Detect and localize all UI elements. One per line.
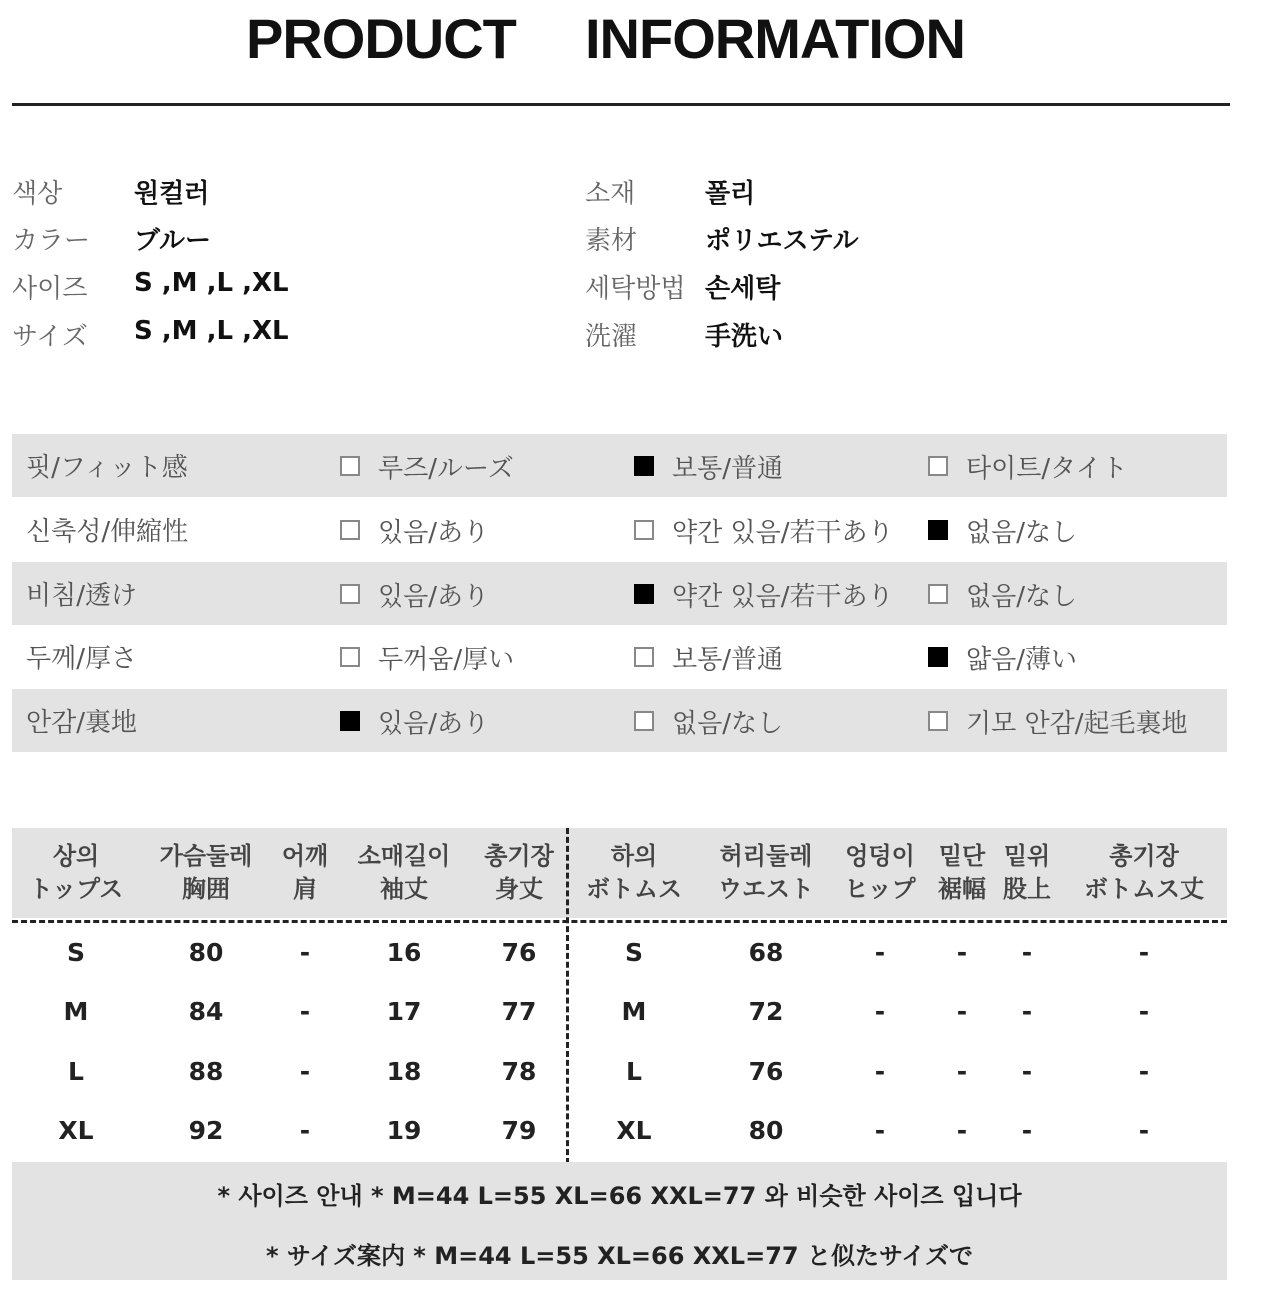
header-divider: [12, 920, 1227, 923]
table-cell: 18: [386, 1057, 422, 1086]
table-cell: -: [299, 997, 311, 1026]
feature-option-label: 없음/なし: [966, 582, 1077, 612]
info-value: 手洗い: [705, 322, 784, 352]
size-guide-ja: * サイズ案内 * M=44 L=55 XL=66 XXL=77 と似たサイズで: [265, 1242, 974, 1270]
unchecked-box-icon[interactable]: [340, 520, 360, 540]
table-cell: -: [956, 938, 968, 967]
column-header-line: 身丈: [495, 875, 543, 903]
feature-option-label: 약간 있음/若干あり: [672, 582, 894, 612]
unchecked-box-icon[interactable]: [928, 456, 948, 476]
table-cell: -: [956, 997, 968, 1026]
info-row: [12, 220, 1227, 260]
unchecked-box-icon[interactable]: [340, 584, 360, 604]
column-header-line: 股上: [1003, 875, 1051, 903]
info-value: 원컬러: [134, 179, 210, 209]
feature-row: [12, 562, 1227, 625]
column-header: [992, 840, 1062, 906]
unchecked-box-icon[interactable]: [928, 711, 948, 731]
table-cell: 17: [386, 997, 422, 1026]
feature-option-label: 보통/普通: [672, 645, 783, 675]
column-header-line: 밑위: [1003, 842, 1051, 870]
info-label: 素材: [585, 226, 638, 256]
table-cell: 68: [748, 938, 784, 967]
title-word-product: PRODUCT: [246, 7, 516, 70]
unchecked-box-icon[interactable]: [340, 647, 360, 667]
column-header: [464, 840, 574, 906]
table-cell: 84: [188, 997, 224, 1026]
feature-option-label: 보통/普通: [672, 454, 783, 484]
column-header: [706, 840, 826, 906]
column-header-line: 어깨: [281, 842, 329, 870]
info-value: 손세탁: [705, 274, 781, 304]
table-cell: -: [874, 1116, 886, 1145]
feature-option-label: 약간 있음/若干あり: [672, 518, 894, 548]
column-header-line: 肩: [293, 875, 317, 903]
table-cell: 76: [501, 938, 537, 967]
title-divider: [12, 103, 1230, 106]
unchecked-box-icon[interactable]: [928, 584, 948, 604]
table-cell: 80: [188, 938, 224, 967]
table-cell: -: [874, 938, 886, 967]
table-cell: XL: [616, 1116, 652, 1145]
unchecked-box-icon[interactable]: [634, 520, 654, 540]
table-cell: -: [1138, 997, 1150, 1026]
info-value: ブルー: [134, 226, 211, 256]
column-header: [146, 840, 266, 906]
column-header-line: 胸囲: [182, 875, 230, 903]
table-cell: 16: [386, 938, 422, 967]
column-header: [1074, 840, 1214, 906]
table-cell: 80: [748, 1116, 784, 1145]
info-label: 세탁방법: [585, 274, 686, 304]
table-cell: L: [626, 1057, 642, 1086]
table-cell: S: [66, 938, 85, 967]
table-cell: -: [1138, 1116, 1150, 1145]
table-cell: -: [299, 938, 311, 967]
feature-row: [12, 498, 1227, 561]
column-header-line: 총기장: [1109, 842, 1179, 870]
column-header-line: 소매길이: [357, 842, 451, 870]
info-label: 색상: [12, 179, 63, 209]
unchecked-box-icon[interactable]: [634, 711, 654, 731]
info-value: 폴리: [705, 179, 756, 209]
column-header-line: 총기장: [484, 842, 554, 870]
column-header-line: 엉덩이: [845, 842, 915, 870]
info-row: [12, 268, 1227, 308]
info-label: 사이즈: [12, 274, 88, 304]
column-header: [344, 840, 464, 906]
column-header-line: 상의: [52, 842, 100, 870]
column-header-line: ボトムス: [586, 875, 682, 903]
column-header-line: ボトムス丈: [1084, 875, 1204, 903]
info-value: S ,M ,L ,XL: [134, 316, 289, 346]
title-word-information: INFORMATION: [585, 7, 965, 70]
size-table: [12, 828, 1227, 1280]
feature-option-label: 두꺼움/厚い: [378, 645, 515, 675]
feature-option-label: 없음/なし: [672, 709, 783, 739]
feature-label: 신축성/伸縮性: [26, 517, 189, 547]
info-label: サイズ: [12, 322, 88, 352]
checked-box-icon[interactable]: [634, 456, 654, 476]
page-title: [0, 6, 1240, 76]
table-cell: L: [68, 1057, 84, 1086]
column-header-line: 裾幅: [938, 875, 986, 903]
info-row: [12, 316, 1227, 356]
column-header: [11, 840, 141, 906]
info-row: [12, 173, 1227, 213]
table-cell: 19: [386, 1116, 422, 1145]
feature-option-label: 있음/あり: [378, 582, 489, 612]
column-header-line: 袖丈: [380, 875, 428, 903]
feature-label: 비침/透け: [26, 581, 137, 611]
checked-box-icon[interactable]: [928, 520, 948, 540]
column-header-line: 가슴둘레: [159, 842, 253, 870]
table-cell: 72: [748, 997, 784, 1026]
feature-option-label: 있음/あり: [378, 518, 489, 548]
table-cell: XL: [58, 1116, 94, 1145]
table-cell: 88: [188, 1057, 224, 1086]
table-cell: 78: [501, 1057, 537, 1086]
feature-row: [12, 434, 1227, 497]
feature-option-label: 얇음/薄い: [966, 645, 1077, 675]
table-cell: -: [956, 1116, 968, 1145]
checked-box-icon[interactable]: [928, 647, 948, 667]
table-cell: -: [874, 1057, 886, 1086]
info-label: カラー: [12, 226, 91, 256]
checked-box-icon[interactable]: [340, 711, 360, 731]
table-cell: 76: [748, 1057, 784, 1086]
feature-option-label: 기모 안감/起毛裏地: [966, 709, 1188, 739]
info-value: S ,M ,L ,XL: [134, 268, 289, 298]
table-cell: -: [299, 1116, 311, 1145]
column-header: [835, 840, 925, 906]
unchecked-box-icon[interactable]: [340, 456, 360, 476]
column-header: [270, 840, 340, 906]
tops-bottoms-divider: [566, 828, 569, 1164]
column-header-line: ヒップ: [844, 875, 916, 903]
table-cell: M: [621, 997, 647, 1026]
feature-label: 안감/裏地: [26, 708, 137, 738]
column-header-line: ウエスト: [718, 875, 814, 903]
table-cell: -: [956, 1057, 968, 1086]
table-cell: 92: [188, 1116, 224, 1145]
feature-option-label: 타이트/タイト: [966, 454, 1128, 484]
table-cell: -: [299, 1057, 311, 1086]
table-cell: -: [1138, 1057, 1150, 1086]
table-cell: -: [1021, 1057, 1033, 1086]
table-cell: -: [1021, 1116, 1033, 1145]
info-label: 소재: [585, 179, 636, 209]
info-label: 洗濯: [585, 322, 638, 352]
table-cell: 79: [501, 1116, 537, 1145]
column-header-line: 하의: [610, 842, 658, 870]
feature-option-label: 루즈/ルーズ: [378, 454, 514, 484]
size-guide-note: [12, 1162, 1227, 1280]
unchecked-box-icon[interactable]: [634, 647, 654, 667]
info-value: ポリエステル: [705, 226, 859, 256]
table-cell: -: [1021, 938, 1033, 967]
table-cell: -: [1138, 938, 1150, 967]
feature-label: 두께/厚さ: [26, 644, 137, 674]
feature-option-label: 있음/あり: [378, 709, 489, 739]
feature-row: [12, 689, 1227, 752]
size-guide-ko: * 사이즈 안내 * M=44 L=55 XL=66 XXL=77 와 비슷한 사이즈 입니다: [217, 1182, 1022, 1210]
column-header-line: 밑단: [938, 842, 986, 870]
table-cell: -: [874, 997, 886, 1026]
table-cell: S: [624, 938, 643, 967]
column-header-line: 허리둘레: [719, 842, 813, 870]
feature-label: 핏/フィット感: [26, 453, 188, 483]
table-cell: 77: [501, 997, 537, 1026]
checked-box-icon[interactable]: [634, 584, 654, 604]
column-header-line: トップス: [28, 875, 124, 903]
column-header: [569, 840, 699, 906]
table-cell: M: [63, 997, 89, 1026]
table-cell: -: [1021, 997, 1033, 1026]
size-table-header: [12, 828, 1227, 918]
column-header: [927, 840, 997, 906]
feature-row: [12, 625, 1227, 688]
feature-option-label: 없음/なし: [966, 518, 1077, 548]
